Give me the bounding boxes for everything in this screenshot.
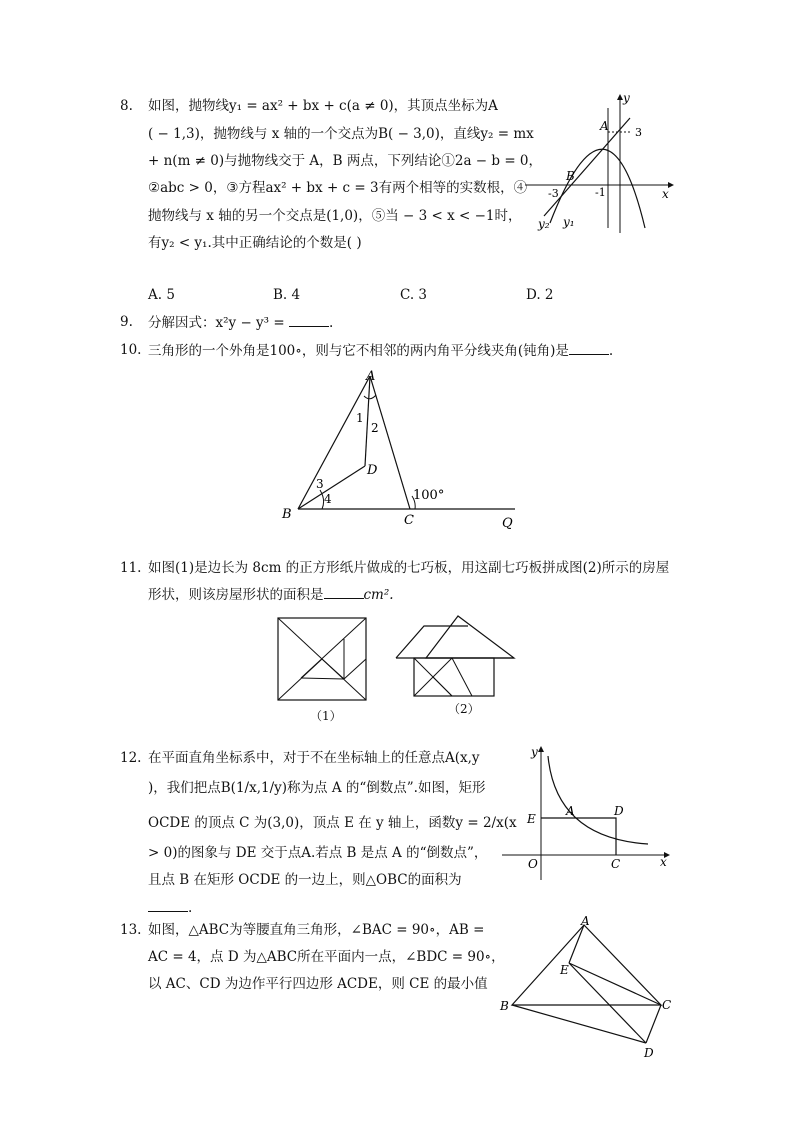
q12-line-5: 且点 B 在矩形 OCDE 的一边上，则△OBC的面积为 xyxy=(148,872,462,888)
q13-label-b: B xyxy=(500,999,509,1013)
q10-answer-blank[interactable] xyxy=(569,340,609,355)
q8-line-5: 抛物线与 x 轴的另一个交点是(1,0)，⑤当 − 3 < x < −1时， xyxy=(148,208,522,224)
q11-house-left-roof xyxy=(396,626,468,658)
q12-answer-blank[interactable] xyxy=(148,897,188,912)
q10-label-100: 100° xyxy=(413,488,445,503)
q8-label-b: B xyxy=(566,169,575,183)
q12-label-x: x xyxy=(660,855,667,869)
q13-segment-ce xyxy=(569,963,661,1005)
q12-label-d: D xyxy=(614,804,624,818)
q9-end: . xyxy=(328,315,334,331)
q13-label-d: D xyxy=(644,1046,654,1060)
q12-hyperbola-curve xyxy=(548,756,648,844)
q10-label-4: 4 xyxy=(324,492,332,506)
q8-label-neg1: -1 xyxy=(595,186,606,199)
q10-number: 10. xyxy=(120,342,142,358)
q13-number: 13. xyxy=(120,922,142,938)
q8-line-y2 xyxy=(544,118,630,216)
q13-label-e: E xyxy=(560,963,569,977)
q11-answer-blank[interactable] xyxy=(324,584,364,599)
q13-triangle-abc xyxy=(512,925,661,1005)
q8-line-1: 如图，抛物线y₁ = ax² + bx + c(a ≠ 0)，其顶点坐标为A xyxy=(148,98,498,114)
q13-label-a: A xyxy=(581,915,590,928)
q9-text: 分解因式：x²y − y³ = xyxy=(148,315,285,331)
q12-end: . xyxy=(188,900,193,916)
q10-label-d: D xyxy=(367,463,378,478)
q8-option-d[interactable]: D. 2 xyxy=(526,287,554,303)
q12-y-arrow xyxy=(538,746,544,752)
q8-x-arrow xyxy=(668,182,674,188)
q9-line xyxy=(148,312,333,333)
q10-bisector-a xyxy=(365,376,370,466)
q12-line-4: > 0)的图象与 DE 交于点A.若点 B 是点 A 的“倒数点”， xyxy=(148,845,488,861)
q12-rectangle-ocde xyxy=(541,818,616,855)
q10-triangle-figure xyxy=(270,362,530,532)
q11-unit: cm². xyxy=(363,587,394,603)
q13-line-1: 如图，△ABC为等腰直角三角形，∠BAC = 90∘，AB = xyxy=(148,922,485,938)
q11-caption-2: （2） xyxy=(448,702,480,716)
q8-line-4: ②abc > 0，③方程ax² + bx + c = 3有两个相等的实数根，④ xyxy=(148,180,528,196)
q8-label-x: x xyxy=(662,187,669,201)
q11-house-figure xyxy=(392,612,520,700)
q10-angle-arc-a xyxy=(364,395,376,399)
q10-label-1: 1 xyxy=(356,411,364,425)
q11-lower-diagonal xyxy=(278,659,322,700)
q10-end: . xyxy=(608,343,614,359)
q8-label-3: 3 xyxy=(635,126,642,139)
q8-option-b[interactable]: B. 4 xyxy=(273,287,301,303)
q11-line-2 xyxy=(148,584,394,605)
q11-tangram-square xyxy=(275,615,370,705)
q11-house-main-roof xyxy=(426,616,514,658)
q10-label-c: C xyxy=(404,513,414,528)
q11-house-body xyxy=(414,658,494,696)
q12-coordinate-figure xyxy=(498,742,676,882)
q8-number: 8. xyxy=(120,98,133,114)
q12-label-c: C xyxy=(611,857,621,871)
q13-segment-ae xyxy=(569,925,584,963)
q13-parallelogram-figure xyxy=(496,915,682,1065)
q8-line-3: + n(m ≠ 0)与抛物线交于 A，B 两点，下列结论①2a − b = 0， xyxy=(148,153,543,169)
q11-number: 11. xyxy=(120,560,142,576)
q8-label-neg3: -3 xyxy=(548,187,559,200)
q11-mid-horizontal xyxy=(301,678,344,679)
q11-caption-1: （1） xyxy=(310,709,342,723)
q11-house-body-diag-4 xyxy=(433,677,452,696)
q11-right-cut xyxy=(344,659,366,679)
q13-line-3: 以 AC、CD 为边作平行四边形 ACDE，则 CE 的最小值 xyxy=(148,976,488,992)
q10-side-ac xyxy=(370,376,410,509)
q12-line-1: 在平面直角坐标系中，对于不在坐标轴上的任意点A(x,y xyxy=(148,750,480,766)
q12-label-o: O xyxy=(528,857,538,871)
q12-line-2: )，我们把点B(1/x,1/y)称为点 A 的“倒数点”.如图，矩形 xyxy=(148,780,486,796)
q8-option-a[interactable]: A. 5 xyxy=(148,287,175,303)
q13-segment-bd xyxy=(512,1005,646,1043)
q9-answer-blank[interactable] xyxy=(289,312,329,327)
q11-small-square-edge xyxy=(322,659,344,679)
q9-number: 9. xyxy=(120,314,133,330)
q12-number: 12. xyxy=(120,750,142,766)
q8-label-a: A xyxy=(600,119,609,133)
q8-parabola-figure xyxy=(520,88,680,238)
q12-line-6 xyxy=(148,897,192,918)
q10-label-a: A xyxy=(366,369,376,384)
q10-side-ab xyxy=(298,376,370,509)
q11-line-1: 如图(1)是边长为 8cm 的正方形纸片做成的七巧板，用这副七巧板拼成图(2)所示的房屋 xyxy=(148,560,670,576)
q12-label-y: y xyxy=(531,745,538,759)
q8-label-y1: y₁ xyxy=(563,215,575,229)
q12-label-a: A xyxy=(566,804,575,818)
q11-text: 形状，则该房屋形状的面积是 xyxy=(148,587,324,603)
q13-segment-cd xyxy=(646,1005,661,1043)
q13-label-c: C xyxy=(662,998,672,1012)
q12-line-3: OCDE 的顶点 C 为(3,0)，顶点 E 在 y 轴上，函数y = 2/x(x xyxy=(148,815,517,831)
q10-label-b: B xyxy=(282,507,292,522)
q8-label-y2: y₂ xyxy=(538,217,550,231)
q12-label-e: E xyxy=(527,812,536,826)
q10-line xyxy=(148,340,613,361)
q10-text: 三角形的一个外角是100∘，则与它不相邻的两内角平分线夹角(钝角)是 xyxy=(148,343,569,359)
q8-option-c[interactable]: C. 3 xyxy=(400,287,428,303)
q8-line-2: ( − 1,3)，抛物线与 x 轴的一个交点为B( − 3,0)，直线y₂ = mx xyxy=(148,126,534,142)
q13-segment-ed xyxy=(569,963,646,1043)
q8-label-y: y xyxy=(623,91,630,105)
q13-line-2: AC = 4，点 D 为△ABC所在平面内一点，∠BDC = 90∘， xyxy=(148,949,505,965)
q11-house-body-diag-3 xyxy=(452,658,472,696)
q10-label-q: Q xyxy=(502,516,513,531)
q10-label-2: 2 xyxy=(371,421,379,435)
q8-line-6: 有y₂ < y₁.其中正确结论的个数是( ) xyxy=(148,235,362,251)
q10-label-3: 3 xyxy=(316,477,324,491)
